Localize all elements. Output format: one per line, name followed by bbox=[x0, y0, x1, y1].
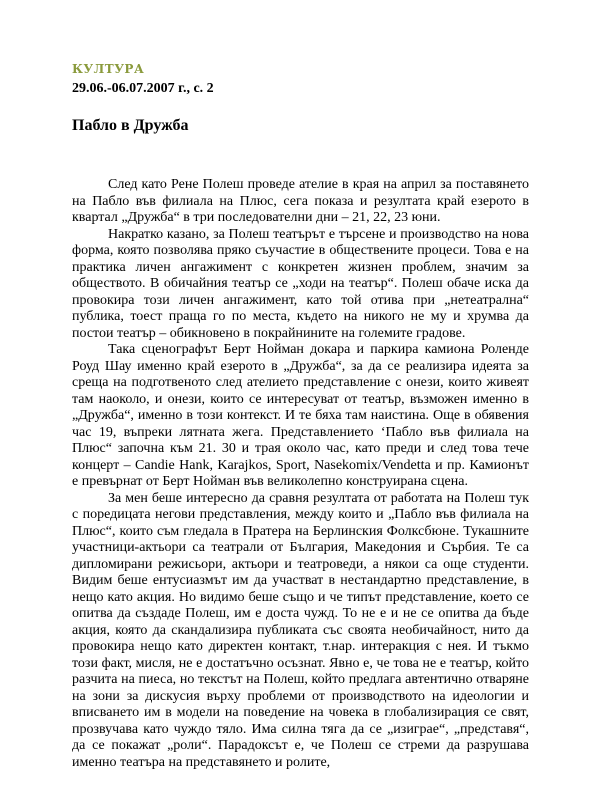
publication-masthead: КУЛТУРА bbox=[72, 62, 145, 76]
issue-date: 29.06.-06.07.2007 г., с. 2 bbox=[72, 81, 214, 96]
paragraph: Така сценографът Берт Нойман докара и паркира камиона Роленде Роуд Шау именно край езерото в „Дружба“, за да се реализира идеята за среща на подготвеното след ателието представление с онези, които живеят там наоколо, и онези, които се интересуват от театър, възможен именно в „Дружба“, именно в този контекст. И те бяха там наистина. Още в обявения час 19, въпреки лятната жега. Представлението ‘Пабло във филиала на Плюс“ започна към 21. 30 и трая около час, като преди и след това тече концерт – Candie Hank, Karajkos, Sport, Nasekomix/Vendetta и пр. Камионът е превърнат от Берт Нойман във великолепно конструирана сцена. bbox=[72, 342, 529, 489]
article-title: Пабло в Дружба bbox=[72, 117, 189, 134]
paragraph: За мен беше интересно да сравня резултата от работата на Полеш тук с поредицата негови представления, между които и „Пабло във филиала на Плюс“, които съм гледала в Пратера на Берлинския Фолксбюне. Тукашните участници-актьори са театрали от България, Македония и Сърбия. Те са дипломирани режисьори, актьори и театроведи, а някои са още студенти. Видим беше ентусиазмът им да участват в нестандартно представление, в нещо като акция. Но видимо беше също и че типът представление, което се опитва да създаде Полеш, им е доста чужд. То не е и не се опитва да бъде акция, която да скандализира публиката със своята необичайност, нито да провокира нещо като директен контакт, т.нар. интеракция с нея. И тъкмо този факт, мисля, не е достатъчно осъзнат. Явно е, че това не е театър, който разчита на пиеса, но текстът на Полеш, който предлага автентично отваряне на зони за дискусия върху проблеми от производството на идеологии и вписването им в модели на поведение на човека в глобализирация се свят, прозвучава като чуждо тяло. Има силна тяга да се „изиграе“, „представя“, да се покажат „роли“. Парадоксът е, че Полеш се стреми да разрушава именно театъра на представянето и ролите, bbox=[72, 490, 529, 770]
paragraph: Накратко казано, за Полеш театърът е търсене и производство на нова форма, която позволява пряко съучастие в обществените процеси. Това е на практика личен ангажимент с конкретен жизнен проблем, значим за обществото. В обичайния театър се „ходи на театър“. Полеш обаче иска да провокира този личен ангажимент, като той отива при „нетеатрална“ публика, тоест праща го по места, където на никого не му и хрумва да постои театър – обикновено в покрайнините на големите градове. bbox=[72, 226, 529, 341]
article-body bbox=[72, 177, 529, 771]
paragraph: След като Рене Полеш проведе ателие в края на април за поставянето на Пабло във филиала на Плюс, сега показа и резултата край езерото в квартал „Дружба“ в три последователни дни – 21, 22, 23 юни. bbox=[72, 177, 529, 225]
